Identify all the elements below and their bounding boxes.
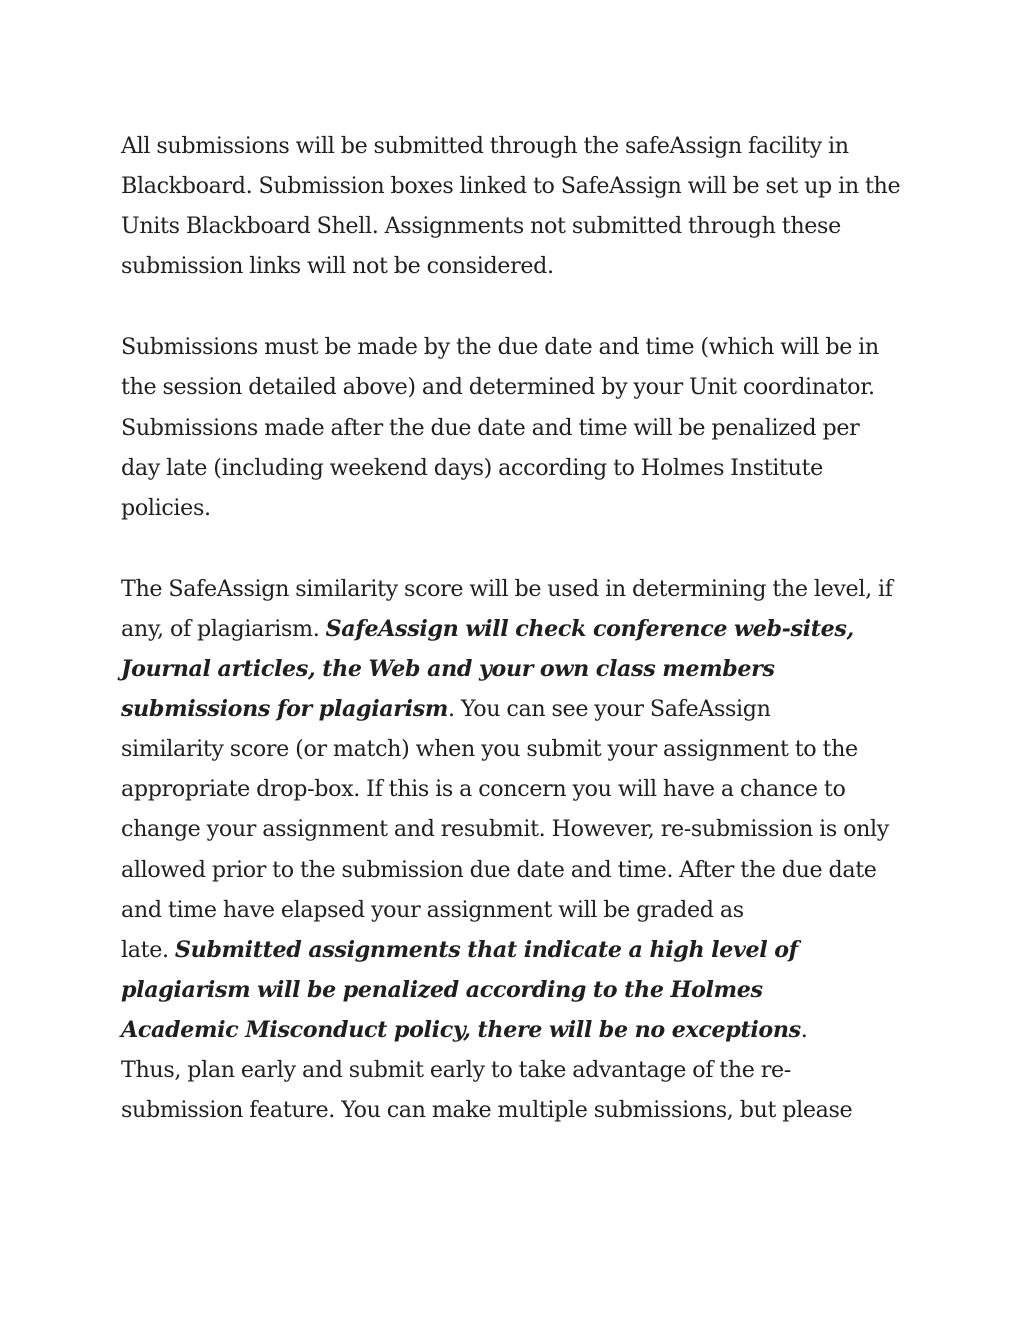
- body-text: All submissions will be submitted through the safeAssign facility in: [121, 133, 849, 159]
- body-text: day late (including weekend days) according to Holmes Institute: [121, 454, 823, 481]
- text-line: [121, 408, 911, 448]
- body-text: change your assignment and resubmit. However, re-submission is only: [121, 816, 889, 843]
- text-line: [121, 488, 911, 528]
- body-text: the session detailed above) and determined by your Unit coordinator.: [121, 374, 875, 401]
- text-line: [121, 1010, 911, 1050]
- body-text: appropriate drop-box. If this is a concern you will have a chance to: [121, 776, 846, 803]
- text-line: [121, 649, 911, 689]
- body-text: policies.: [121, 494, 211, 521]
- text-line: [121, 1050, 911, 1090]
- text-line: [121, 246, 911, 286]
- text-line: [121, 689, 911, 729]
- body-text: allowed prior to the submission due date and time. After the due date: [121, 856, 877, 883]
- paragraph: [121, 569, 911, 1130]
- body-text: . You can see your SafeAssign: [447, 696, 771, 723]
- text-line: [121, 367, 911, 407]
- emphasized-text: submissions for plagiarism: [121, 696, 448, 723]
- paragraph: [121, 126, 911, 286]
- emphasized-text: plagiarism will be penalized according to the Holmes: [121, 976, 763, 1003]
- body-text: Submissions made after the due date and time will be penalized per: [121, 414, 860, 441]
- emphasized-text: Journal articles, the Web and your own class members: [121, 656, 775, 683]
- text-line: [121, 609, 911, 649]
- body-text: .: [800, 1016, 808, 1043]
- text-line: [121, 890, 911, 930]
- text-line: [121, 166, 911, 206]
- emphasized-text: Submitted assignments that indicate a high level of: [174, 936, 798, 963]
- body-text: Thus, plan early and submit early to take advantage of the re-: [121, 1056, 791, 1083]
- paragraph: [121, 327, 911, 527]
- body-text: late.: [121, 936, 175, 963]
- document-body: [121, 126, 911, 1171]
- body-text: submission links will not be considered.: [121, 253, 554, 280]
- text-line: [121, 970, 911, 1010]
- body-text: Blackboard. Submission boxes linked to SafeAssign will be set up in the: [121, 173, 901, 200]
- body-text: Units Blackboard Shell. Assignments not submitted through these: [121, 213, 841, 240]
- text-line: [121, 448, 911, 488]
- text-line: [121, 930, 911, 970]
- body-text: similarity score (or match) when you submit your assignment to the: [121, 736, 858, 763]
- text-line: [121, 206, 911, 246]
- text-line: [121, 1090, 911, 1130]
- text-line: [121, 729, 911, 769]
- text-line: [121, 327, 911, 367]
- body-text: Submissions must be made by the due date and time (which will be in: [121, 334, 879, 361]
- body-text: The SafeAssign similarity score will be used in determining the level, if: [121, 575, 893, 602]
- body-text: and time have elapsed your assignment will be graded as: [121, 896, 744, 923]
- body-text: submission feature. You can make multiple submissions, but please: [121, 1097, 853, 1124]
- emphasized-text: SafeAssign will check conference web-sites,: [325, 615, 854, 642]
- text-line: [121, 850, 911, 890]
- text-line: [121, 126, 911, 166]
- emphasized-text: Academic Misconduct policy, there will be no exceptions: [121, 1016, 801, 1043]
- body-text: any, of plagiarism.: [121, 615, 326, 642]
- text-line: [121, 809, 911, 849]
- text-line: [121, 569, 911, 609]
- text-line: [121, 769, 911, 809]
